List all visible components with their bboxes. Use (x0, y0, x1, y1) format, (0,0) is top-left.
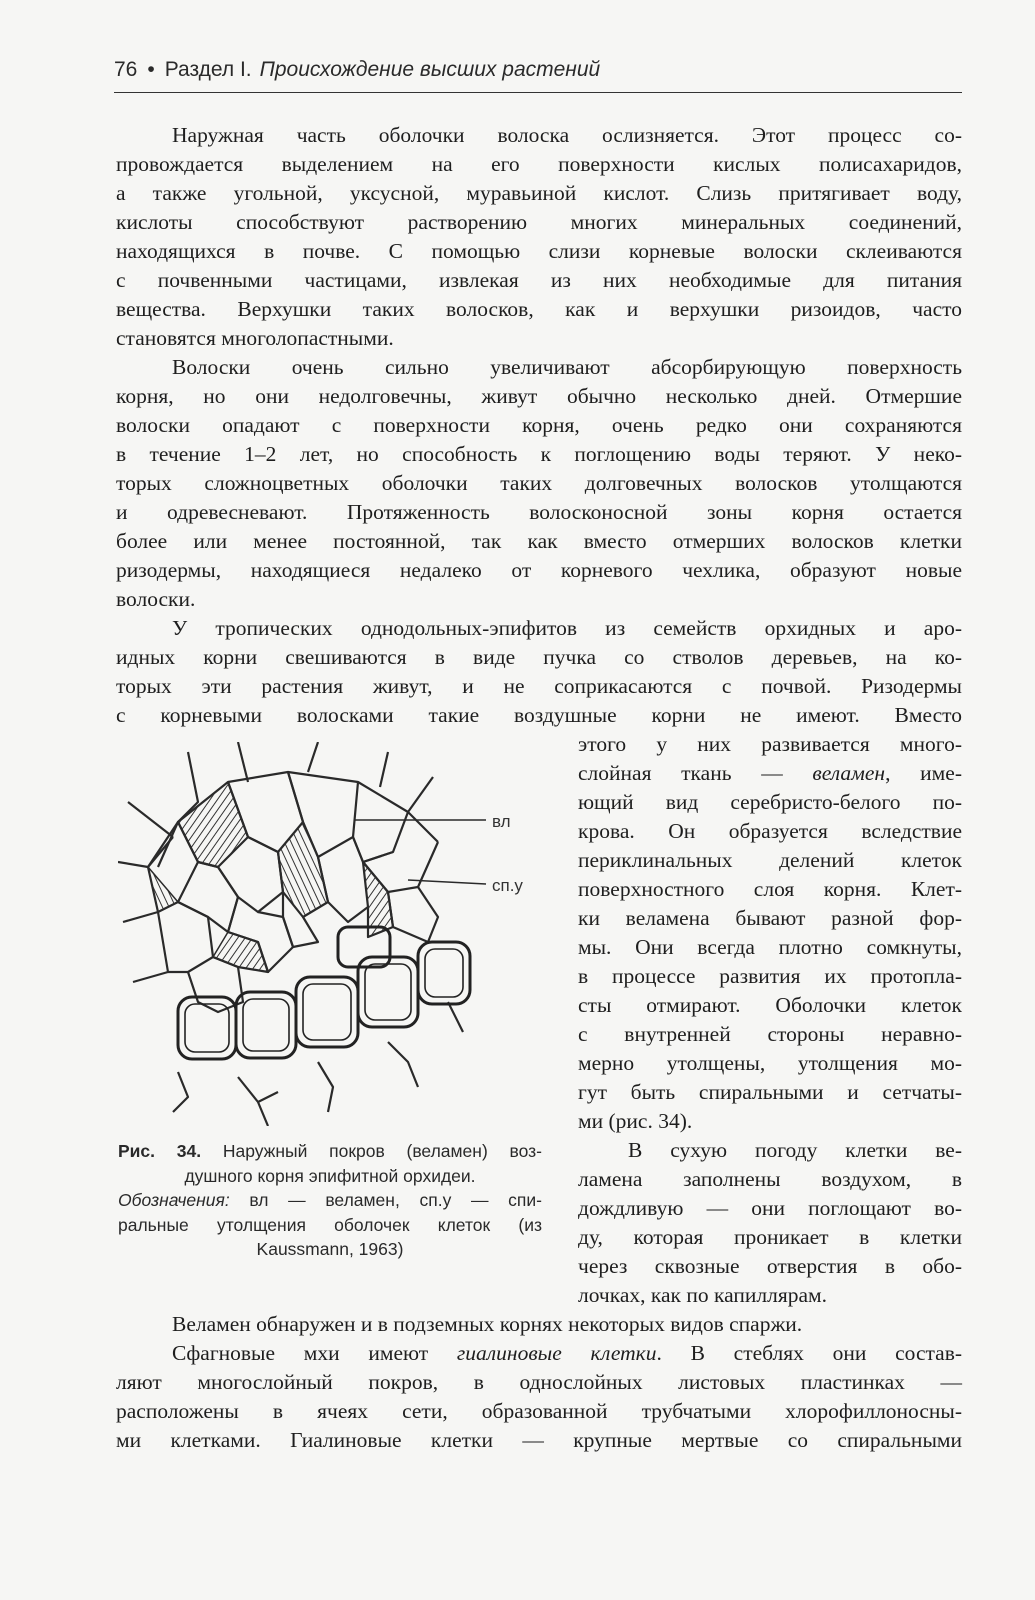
figure-label-spy: сп.у (492, 876, 523, 895)
text-line: корня, но они недолговечны, живут обычно несколько дней. Отмершие (116, 384, 962, 408)
section-label: Раздел I. (164, 58, 252, 81)
caption-line: ральные утолщения оболочек клеток (из (118, 1214, 542, 1235)
text-line: расположены в ячеях сети, образованной трубчатыми хлорофиллоносны- (116, 1399, 962, 1423)
text-line: ламена заполнены воздухом, в (578, 1167, 962, 1191)
text-line: кислоты способствуют растворению многих минеральных соединений, (116, 210, 962, 234)
text-line: ляют многослойный покров, в однослойных листовых пластинках — (116, 1370, 962, 1394)
text-line: крова. Он образуется вследствие (578, 819, 962, 843)
text-line: этого у них развивается много- (578, 732, 962, 756)
term-hyaline-cells: гиалиновые клетки (456, 1341, 657, 1365)
text-line: более или менее постоянной, так как вместо отмерших волосков клетки (116, 529, 962, 553)
text-line: Сфагновые мхи имеют гиалиновые клетки. В стеблях они состав- (172, 1341, 963, 1365)
bullet-separator: • (147, 58, 155, 81)
text-line: ду, которая проникает в клетки (578, 1225, 962, 1249)
text-line: идных корни свешиваются в виде пучка со стволов деревьев, на ко- (116, 645, 962, 669)
text-line: становятся многолопастными. (116, 326, 394, 350)
text-line: периклинальных делений клеток (578, 848, 962, 872)
text-line: в течение 1–2 лет, но способность к поглощению воды теряют. У неко- (116, 442, 962, 466)
text-line: в процессе развития их протопла- (578, 964, 962, 988)
text-line: гут быть спиральными и сетчаты- (578, 1080, 962, 1104)
running-header (114, 58, 962, 93)
text-line: У тропических однодольных-эпифитов из семейств орхидных и аро- (172, 616, 962, 640)
text-line: мерно утолщены, утолщения мо- (578, 1051, 962, 1075)
text-line: торых эти растения живут, и не соприкасаются с почвой. Ризодермы (116, 674, 962, 698)
section-title: Происхождение высших растений (259, 58, 601, 81)
text-line: Волоски очень сильно увеличивают абсорбирующую поверхность (172, 355, 962, 379)
text-line: ми (рис. 34). (578, 1109, 693, 1133)
text-line: через сквозные отверстия в обо- (578, 1254, 962, 1278)
page-number: 76 (114, 58, 138, 81)
text-line: ризодермы, находящиеся недалеко от корневого чехлика, образуют новые (116, 558, 962, 582)
caption-line: душного корня эпифитной орхидеи. (184, 1165, 476, 1186)
text-line: ми клетками. Гиалиновые клетки — крупные мертвые со спиральными (116, 1428, 962, 1452)
text-line: с почвенными частицами, извлекая из них необходимые для питания (116, 268, 962, 292)
term-velamen: веламен (812, 761, 886, 785)
text-line: Наружная часть оболочки волоска ослизняется. Этот процесс со- (172, 123, 962, 147)
text-line: поверхностного слоя корня. Клет- (578, 877, 962, 901)
text-line: волоски. (116, 587, 196, 611)
text-line: мы. Они всегда плотно сомкнуты, (578, 935, 962, 959)
caption-legend-label: Обозначения: (118, 1190, 230, 1210)
text-line: сты отмирают. Оболочки клеток (578, 993, 962, 1017)
velamen-illustration (118, 742, 554, 1126)
text-line: торых сложноцветных оболочки таких долговечных волосков утолщаются (116, 471, 962, 495)
figure-number: Рис. 34. (118, 1141, 202, 1161)
caption-citation: Kaussmann, 1963) (256, 1239, 404, 1259)
text-line: Веламен обнаружен и в подземных корнях некоторых видов спаржи. (172, 1312, 803, 1336)
text-line: находящихся в почве. С помощью слизи корневые волоски склеиваются (116, 239, 962, 263)
text-line: с внутренней стороны неравно- (578, 1022, 962, 1046)
text-line: дождливую — они поглощают во- (578, 1196, 962, 1220)
text-line: ки веламена бывают разной фор- (578, 906, 962, 930)
text-line: провождается выделением на его поверхности кислых полисахаридов, (116, 152, 962, 176)
text-line: с корневыми волосками такие воздушные корни не имеют. Вместо (116, 703, 962, 727)
text-line: а также угольной, уксусной, муравьиной кислот. Слизь притягивает воду, (116, 181, 962, 205)
text-line: ющий вид серебристо-белого по- (578, 790, 962, 814)
text-line: волоски опадают с поверхности корня, очень редко они сохраняются (116, 413, 962, 437)
text-line: В сухую погоду клетки ве- (628, 1138, 962, 1162)
figure-label-vl: вл (492, 812, 511, 831)
text-line: лочках, как по капиллярам. (578, 1283, 828, 1307)
text-line: слойная ткань — веламен, име- (578, 761, 962, 785)
text-line: вещества. Верхушки таких волосков, как и верхушки ризоидов, часто (116, 297, 962, 321)
figure-caption: Рис. 34. Наружный покров (веламен) воз- душного корня эпифитной орхидеи. Обозначения: вл — веламен, сп.у — спи- ральные утолщения оболочек клеток (из Kaussmann, 1963) (118, 1139, 542, 1262)
text-line: и одревесневают. Протяженность волосконосной зоны корня остается (116, 500, 962, 524)
